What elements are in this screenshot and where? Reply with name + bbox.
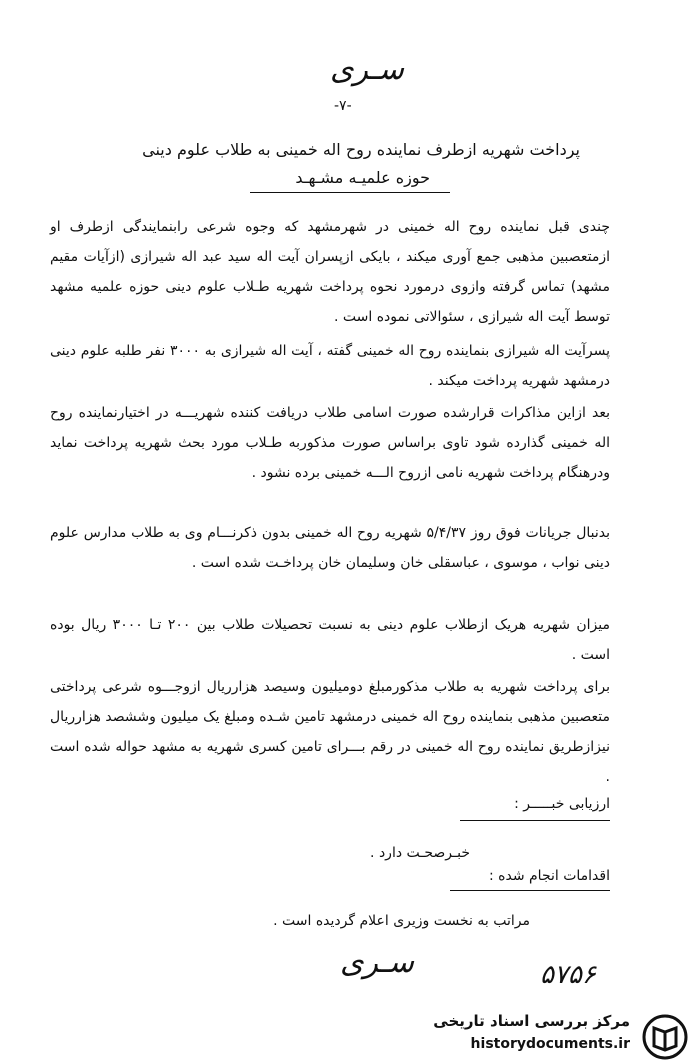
action-label: اقدامات انجام شده : — [488, 868, 610, 884]
paragraph-5: میزان شهریه هریک ازطلاب علوم دینی به نسبت تحصیلات طلاب بین ۲۰۰ تـا ۳۰۰۰ ریال بوده است . — [50, 617, 610, 663]
evaluation-label: ارزیابی خبـــــر : — [514, 796, 610, 812]
watermark — [410, 1008, 700, 1064]
action-underline — [450, 890, 610, 891]
classification-mark-bottom: سـری — [340, 945, 414, 980]
evaluation-text: خبـرصحـت دارد . — [370, 845, 470, 861]
paragraph-6: برای پرداخت شهریه به طلاب مذکورمبلغ دومیلیون وسیصد هزارریال ازوجـــوه شرعی پرداختی متعصبین مذهبی بنماینده روح اله خمینی درمشهد تامین شـده ومبلغ یک میلیون وششصد هزارریال نیزازطریق نماینده روح اله خمینی در رقم بـــرای تامین کسری شهریه به مشهد حواله شده است . — [50, 679, 610, 785]
paragraph-1: چندی قبل نماینده روح اله خمینی در شهرمشهد که وجوه شرعی رابنمایندگی ازطرف او ازمتعصبین مذهبی جمع آوری میکند ، بایکی ازپسران آیت اله سید عبد اله شیرازی (ازآیات مقیم مشهد) تماس گرفته وازوی درمورد نحوه پرداخت شهریه طـلاب علوم دینی حوزه علمیه مشهد توسط آیت اله شیرازی ، سئوالاتی نموده است . — [50, 219, 610, 325]
paragraph-4: بدنبال جریانات فوق روز ۵/۴/۳۷ شهریه روح اله خمینی بدون ذکرنـــام وی به طلاب مدارس علوم دینی نواب ، موسوی ، عباسقلی خان وسلیمان خان پرداخـت شده است . — [50, 525, 611, 571]
evaluation-underline — [460, 820, 610, 821]
document-number: ۵۷۵۶ — [540, 960, 596, 990]
watermark-name: مرکز بررسی اسناد تاریخی — [433, 1012, 630, 1030]
title-underline — [250, 192, 450, 193]
classification-mark-top: سـری — [330, 52, 404, 87]
paragraph-2: پسرآیت اله شیرازی بنماینده روح اله خمینی گفته ، آیت اله شیرازی به ۳۰۰۰ نفر طلبه علوم دینی درمشهد شهریه پرداخت میکند . — [50, 343, 610, 389]
watermark-url: historydocuments.ir — [470, 1036, 630, 1052]
page-number: -۷- — [334, 98, 352, 114]
action-text: مراتب به نخست وزیری اعلام گردیده است . — [273, 913, 530, 929]
document-subtitle: حوزه علمیـه مشـهـد — [295, 168, 430, 187]
paragraph-3: بعد ازاین مذاکرات قرارشده صورت اسامی طلاب دریافت کننده شهریـــه در اختیارنماینده روح اله خمینی گذارده شود تاوی براساس صورت مذکوربه طـلاب مورد بحث شهریه پرداخت نماید ودرهنگام پرداخت شهریه نامی ازروح الـــه خمینی برده نشود . — [50, 405, 610, 481]
book-icon — [642, 1014, 688, 1060]
document-title: پرداخت شهریه ازطرف نماینده روح اله خمینی به طلاب علوم دینی — [142, 140, 580, 159]
